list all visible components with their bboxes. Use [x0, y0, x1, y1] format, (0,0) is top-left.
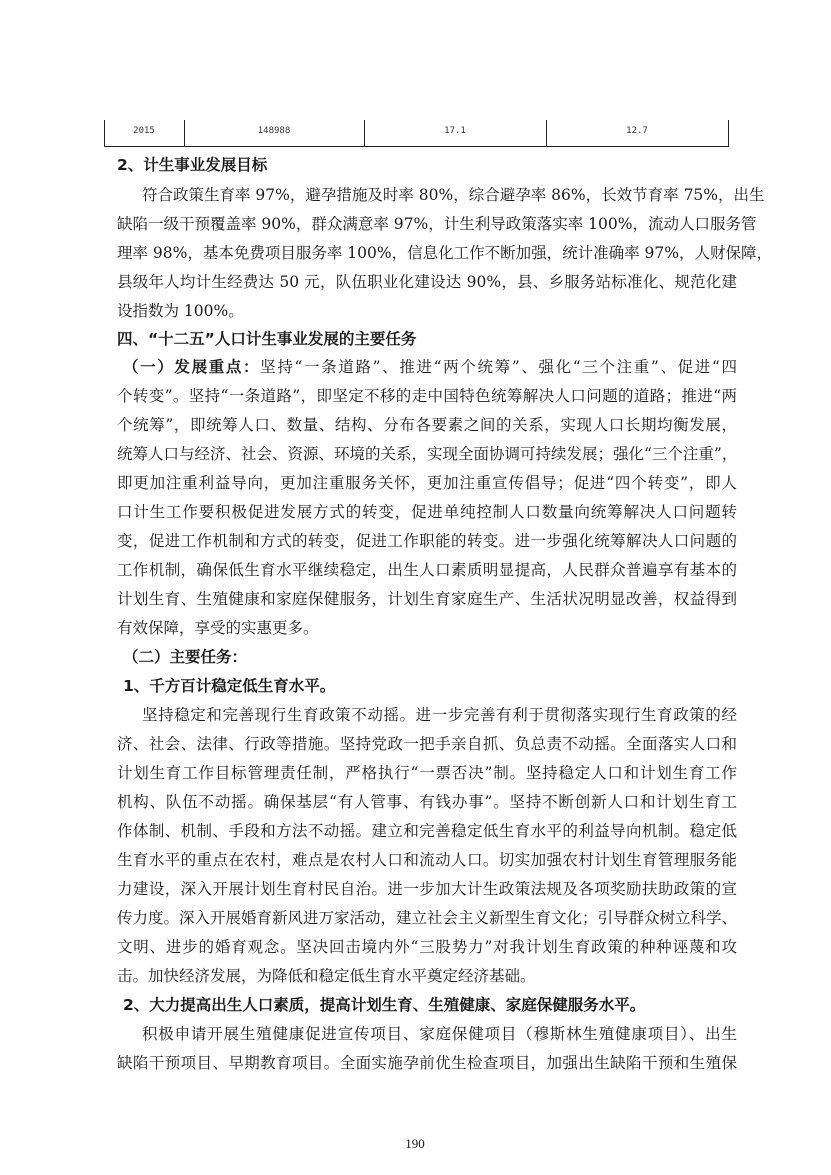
paragraph-line: 计划生育、生殖健康和家庭保健服务，计划生育家庭生产、生活状况明显改善，权益得到 — [117, 590, 737, 608]
paragraph-line: 工作机制，确保低生育水平继续稳定，出生人口素质明显提高，人民群众普遍享有基本的 — [117, 561, 737, 579]
paragraph-line: 传力度。深入开展婚育新风进万家活动，建立社会主义新型生育文化；引导群众树立科学、 — [117, 909, 738, 927]
paragraph-line: 济、社会、法律、行政等措施。坚持党政一把手亲自抓、负总责不动摇。全面落实人口和 — [117, 735, 737, 753]
paragraph-line: 设指数为 100%。 — [117, 302, 244, 320]
task1-heading: 1、千方百计稳定低生育水平。 — [123, 677, 336, 695]
table-cell-rate-b: 12.7 — [626, 126, 648, 136]
paragraph-line: （一）发展重点：坚持“一条道路”、推进“两个统筹”、强化“三个注重”、促进“四 — [123, 358, 737, 376]
paragraph-line: 作体制、机制、手段和方法不动摇。建立和完善稳定低生育水平的利益导向机制。稳定低 — [117, 822, 737, 840]
paragraph-line: 坚持稳定和完善现行生育政策不动摇。进一步完善有利于贯彻落实现行生育政策的经 — [142, 706, 737, 724]
table-cell-rate-a: 17.1 — [444, 126, 466, 136]
page-number: 190 — [405, 1136, 425, 1151]
section-heading: 四、“十二五”人口计生事业发展的主要任务 — [117, 330, 417, 348]
paragraph-line: 击。加快经济发展，为降低和稳定低生育水平奠定经济基础。 — [117, 967, 536, 985]
paragraph-line: 生育水平的重点在农村，难点是农村人口和流动人口。切实加强农村计划生育管理服务能 — [117, 851, 737, 869]
paragraph-line: 缺陷干预项目、早期教育项目。全面实施孕前优生检查项目，加强出生缺陷干预和生殖保 — [117, 1054, 737, 1072]
paragraph-line: 个统筹”，即统筹人口、数量、结构、分布各要素之间的关系，实现人口长期均衡发展， — [117, 416, 737, 434]
paragraph-line: 计划生育工作目标管理责任制，严格执行“一票否决”制。坚持稳定人口和计划生育工作 — [117, 764, 737, 782]
paragraph-line: 统筹人口与经济、社会、资源、环境的关系，实现全面协调可持续发展；强化“三个注重”， — [117, 445, 738, 463]
paragraph-line: 变，促进工作机制和方式的转变，促进工作职能的转变。进一步强化统筹解决人口问题的 — [117, 532, 737, 550]
subsection-heading: （二）主要任务： — [123, 648, 248, 666]
paragraph-line: 文明、进步的婚育观念。坚决回击境内外“三股势力”对我计划生育政策的种种诬蔑和攻 — [117, 938, 737, 956]
paragraph-line: 机构、队伍不动摇。确保基层“有人管事、有钱办事”。坚持不断创新人口和计划生育工 — [117, 793, 737, 811]
paragraph-line: 口计生工作要积极促进发展方式的转变，促进单纯控制人口数量向统筹解决人口问题转 — [117, 503, 737, 521]
table-cell-year: 2015 — [133, 126, 155, 136]
paragraph-line: 即更加注重利益导向，更加注重服务关怀，更加注重宣传倡导；促进“四个转变”，即人 — [117, 474, 737, 492]
goals-heading: 2、计生事业发展目标 — [117, 156, 268, 174]
paragraph-line: 县级年人均计生经费达 50 元，队伍职业化建设达 90%，县、乡服务站标准化、规范化建 — [117, 273, 737, 291]
data-table-fragment — [104, 120, 729, 147]
paragraph-line: 力建设，深入开展计划生育村民自治。进一步加大计生政策法规及各项奖励扶助政策的宣 — [117, 880, 737, 898]
paragraph-line: 理率 98%，基本免费项目服务率 100%，信息化工作不断加强，统计准确率 97%，人财保障， — [117, 244, 772, 262]
table-cell-population: 148988 — [257, 126, 291, 136]
task2-heading: 2、大力提高出生人口素质，提高计划生育、生殖健康、家庭保健服务水平。 — [123, 996, 646, 1014]
paragraph-line: 符合政策生育率 97%，避孕措施及时率 80%，综合避孕率 86%，长效节育率 75%，出生 — [142, 186, 765, 204]
paragraph-line: 积极申请开展生殖健康促进宣传项目、家庭保健项目（穆斯林生殖健康项目）、出生 — [142, 1025, 737, 1043]
paragraph-line: 个转变”。坚持“一条道路”，即坚定不移的走中国特色统筹解决人口问题的道路；推进“两 — [117, 387, 737, 405]
subsection-label: （一）发展重点： — [123, 358, 261, 376]
paragraph-line: 缺陷一级干预覆盖率 90%，群众满意率 97%，计生利导政策落实率 100%，流动人口服务管 — [117, 215, 757, 233]
paragraph-line: 有效保障，享受的实惠更多。 — [117, 619, 319, 637]
